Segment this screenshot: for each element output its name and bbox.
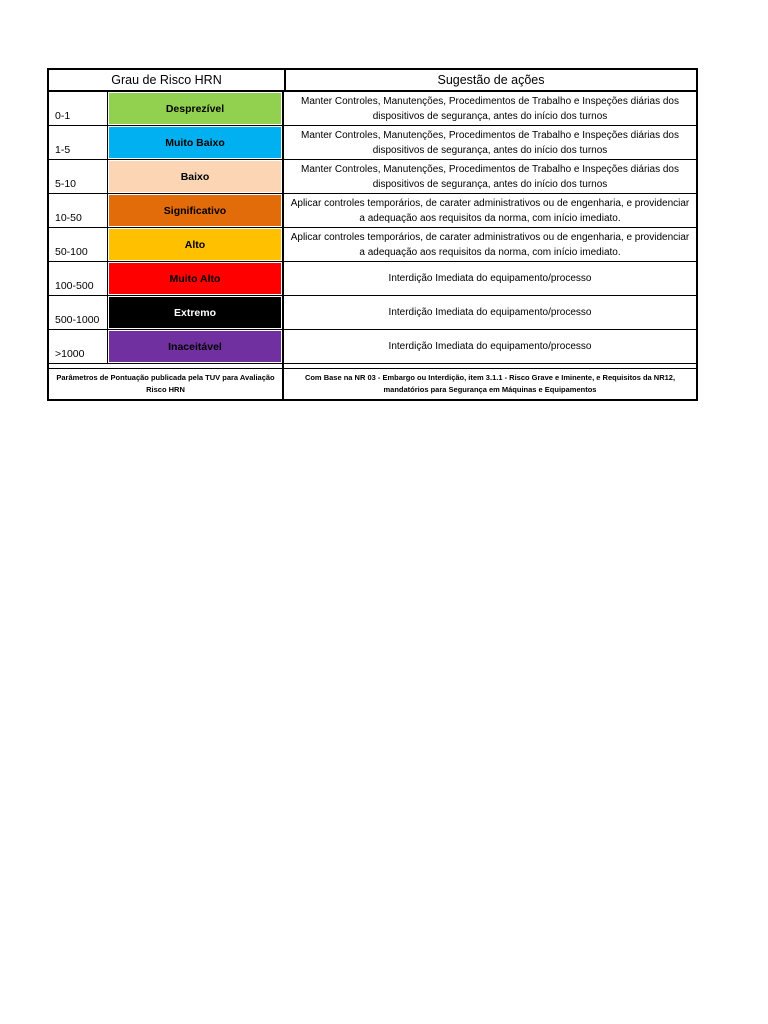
risk-level-cell [107,262,284,295]
suggested-action: Manter Controles, Manutenções, Procedimentos de Trabalho e Inspeções diárias dos dispositivos de segurança, antes do início dos turnos [301,163,679,190]
risk-level-label: Muito Baixo [109,127,281,158]
table-row [49,296,696,330]
footer-source-note: Parâmetros de Pontuação publicada pela TUV para Avaliação Risco HRN [49,369,284,399]
table-body [49,92,696,364]
risk-range: 0-1 [55,110,71,122]
table-row [49,228,696,262]
risk-range: 1-5 [55,144,71,156]
risk-level-label: Extremo [109,297,281,328]
suggested-action: Interdição Imediata do equipamento/processo [388,307,592,318]
table-row [49,126,696,160]
suggested-action: Aplicar controles temporários, de carater administrativos ou de engenharia, e providenciar a adequação aos requisitos da norma, com início imediato. [290,197,690,224]
hrn-risk-table [47,68,698,401]
risk-range: >1000 [55,348,85,360]
footer-regulation-note: Com Base na NR 03 - Embargo ou Interdição, item 3.1.1 - Risco Grave e Iminente, e Requisitos da NR12, mandatórios para Segurança em Máquinas e Equipamentos [304,373,676,394]
risk-level-label: Inaceitável [109,331,281,362]
table-row [49,160,696,194]
suggested-action: Aplicar controles temporários, de carater administrativos ou de engenharia, e providenciar a adequação aos requisitos da norma, com início imediato. [290,231,690,258]
risk-level-label: Desprezível [109,93,281,124]
table-row [49,194,696,228]
suggested-action: Manter Controles, Manutenções, Procedimentos de Trabalho e Inspeções diárias dos dispositivos de segurança, antes do início dos turnos [301,95,679,122]
table-row [49,92,696,126]
risk-level-cell [107,296,284,329]
risk-level-label: Significativo [109,195,281,226]
header-suggested-actions: Sugestão de ações [437,73,545,87]
risk-level-cell [107,126,284,159]
risk-level-cell [107,160,284,193]
risk-level-cell [107,92,284,125]
suggested-action: Interdição Imediata do equipamento/processo [388,341,592,352]
risk-range: 50-100 [55,246,88,258]
risk-level-cell [107,228,284,261]
risk-level-label: Muito Alto [109,263,281,294]
risk-level-label: Baixo [109,161,281,192]
suggested-action: Manter Controles, Manutenções, Procedimentos de Trabalho e Inspeções diárias dos dispositivos de segurança, antes do início dos turnos [301,129,679,156]
suggested-action: Interdição Imediata do equipamento/processo [388,273,592,284]
table-header [49,70,696,92]
risk-level-cell [107,194,284,227]
table-footer [49,369,696,399]
risk-range: 10-50 [55,212,82,224]
risk-range: 100-500 [55,280,94,292]
header-risk-grade: Grau de Risco HRN [49,70,286,90]
table-row [49,262,696,296]
table-row [49,330,696,364]
risk-range: 500-1000 [55,314,100,326]
risk-level-cell [107,330,284,363]
risk-level-label: Alto [109,229,281,260]
risk-range: 5-10 [55,178,77,190]
